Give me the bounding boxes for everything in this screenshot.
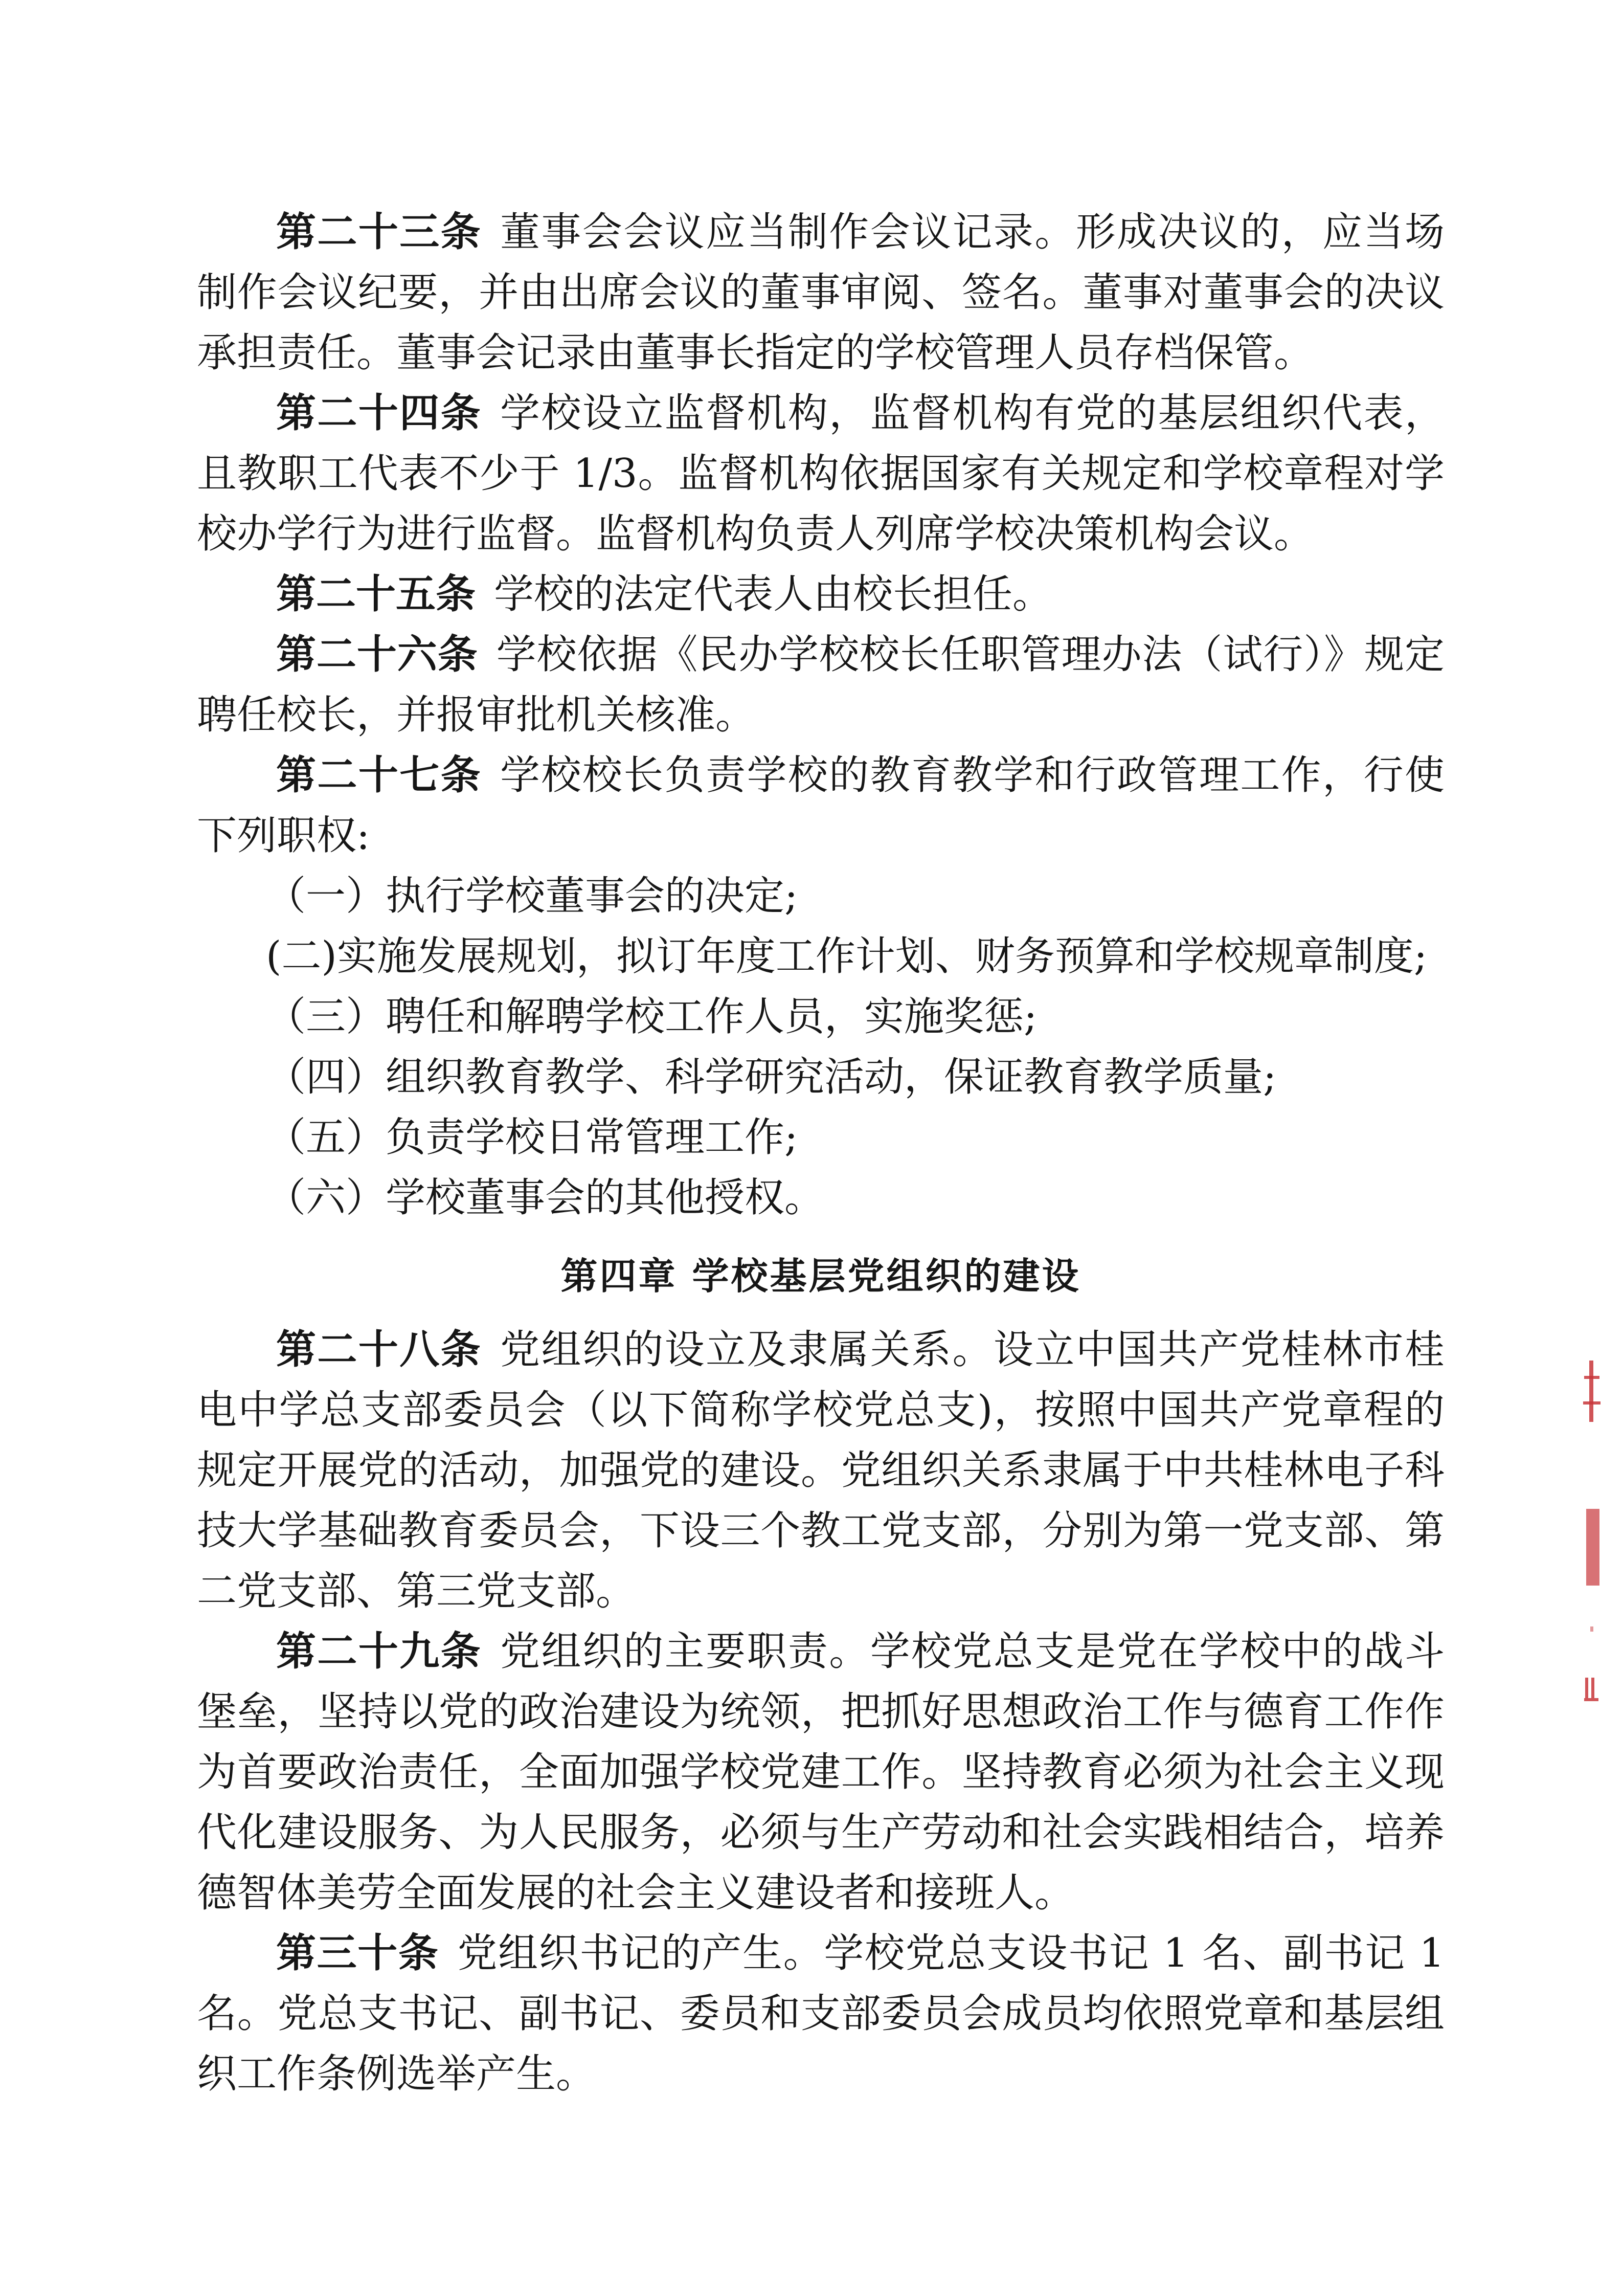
- article-26: [197, 625, 1445, 745]
- article-text: 党组织的设立及隶属关系。设立中国共产党桂林市桂电中学总支部委员会（以下简称学校党总支)，按照中国共产党章程的规定开展党的活动，加强党的建设。党组织关系隶属于中共桂林电子科技大学基础教育委员会，下设三个教工党支部，分别为第一党支部、第二党支部、第三党支部。: [197, 1327, 1445, 1614]
- power-item-2: (二)实施发展规划，拟订年度工作计划、财务预算和学校规章制度;: [266, 933, 1428, 979]
- power-item-1: （一）执行学校董事会的决定;: [266, 873, 798, 919]
- article-label: 第二十七条: [276, 752, 482, 798]
- power-item-6: （六）学校董事会的其他授权。: [266, 1175, 825, 1221]
- article-text: 党组织的主要职责。学校党总支是党在学校中的战斗堡垒，坚持以党的政治建设为统领，把抓好思想政治工作与德育工作作为首要政治责任，全面加强学校党建工作。坚持教育必须为社会主义现代化建设服务、为人民服务，必须与生产劳动和社会实践相结合，培养德智体美劳全面发展的社会主义建设者和接班人。: [197, 1629, 1445, 1916]
- article-text: 学校依据《民办学校校长任职管理办法（试行）》规定聘任校长，并报审批机关核准。: [197, 632, 1445, 738]
- article-24: [197, 383, 1445, 564]
- article-27: [197, 745, 1445, 866]
- article-29: [197, 1621, 1445, 1923]
- power-item-5: （五）负责学校日常管理工作;: [266, 1114, 798, 1161]
- article-label: 第二十九条: [276, 1629, 482, 1675]
- article-label: 第二十三条: [276, 209, 482, 255]
- article-text: 学校的法定代表人由校长担任。: [494, 571, 1053, 617]
- article-text: 董事会会议应当制作会议记录。形成决议的，应当场制作会议纪要，并由出席会议的董事审阅、签名。董事对董事会的决议承担责任。董事会记录由董事长指定的学校管理人员存档保管。: [197, 209, 1445, 376]
- article-text: 党组织书记的产生。学校党总支设书记 1 名、副书记 1 名。党总支书记、副书记、委员和支部委员会成员均依照党章和基层组织工作条例选举产生。: [197, 1930, 1445, 2097]
- article-label: 第二十六条: [276, 632, 478, 678]
- seal-mark-icon: [1580, 1361, 1606, 1708]
- article-23: [197, 202, 1445, 383]
- article-label: 第二十八条: [276, 1327, 482, 1373]
- article-25: [197, 564, 1445, 625]
- article-label: 第二十五条: [276, 571, 476, 617]
- power-item-4: （四）组织教育教学、科学研究活动，保证教育教学质量;: [266, 1054, 1277, 1100]
- article-text: 学校设立监督机构，监督机构有党的基层组织代表，且教职工代表不少于 1/3。监督机构依据国家有关规定和学校章程对学校办学行为进行监督。监督机构负责人列席学校决策机构会议。: [197, 390, 1445, 557]
- power-item-3: （三）聘任和解聘学校工作人员，实施奖惩;: [266, 994, 1038, 1040]
- article-28: [197, 1320, 1445, 1621]
- chapter-title: 第四章 学校基层党组织的建设: [560, 1255, 1081, 1298]
- article-label: 第三十条: [276, 1930, 439, 1976]
- article-30: [197, 1923, 1445, 2104]
- article-label: 第二十四条: [276, 390, 482, 436]
- article-text: 学校校长负责学校的教育教学和行政管理工作，行使下列职权:: [197, 752, 1445, 859]
